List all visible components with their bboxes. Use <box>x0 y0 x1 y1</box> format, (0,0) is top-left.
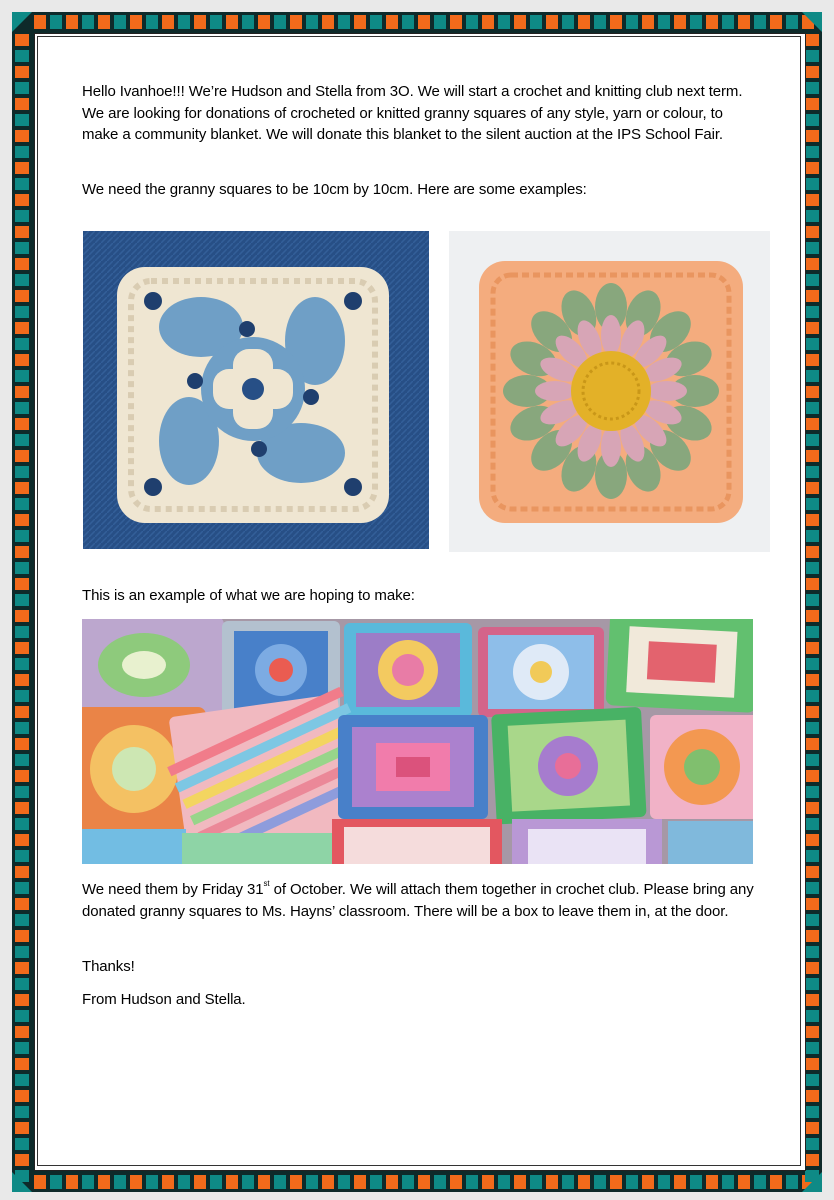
date-ordinal-suffix: st <box>263 879 270 888</box>
intro-paragraph: Hello Ivanhoe!!! We’re Hudson and Stella from 3O. We will start a crochet and knitting club next term. We are looking for donations of crocheted or knitted granny squares of any style, yarn or colour, to make a community blanket. We will donate this blanket to the silent auction at the IPS School Fair. <box>82 83 743 143</box>
signoff-text: From Hudson and Stella. <box>82 991 246 1008</box>
deadline-text-end: of October. We will attach them together in crochet club. Please bring any donated granny squares to Ms. Hayns’ classroom. There will be a box to leave them in, at the door. <box>82 881 754 920</box>
granny-square-blanket-photo <box>82 619 753 864</box>
flower-granny-square-photo <box>449 231 770 552</box>
thanks-text: Thanks! <box>82 958 135 975</box>
deadline-text-start: We need them by Friday 31 <box>82 881 264 898</box>
blanket-note: This is an example of what we are hoping to make: <box>82 587 415 604</box>
blue-cream-granny-square-photo <box>83 231 429 549</box>
deadline-paragraph <box>82 879 762 922</box>
size-note: We need the granny squares to be 10cm by 10cm. Here are some examples: <box>82 181 587 198</box>
